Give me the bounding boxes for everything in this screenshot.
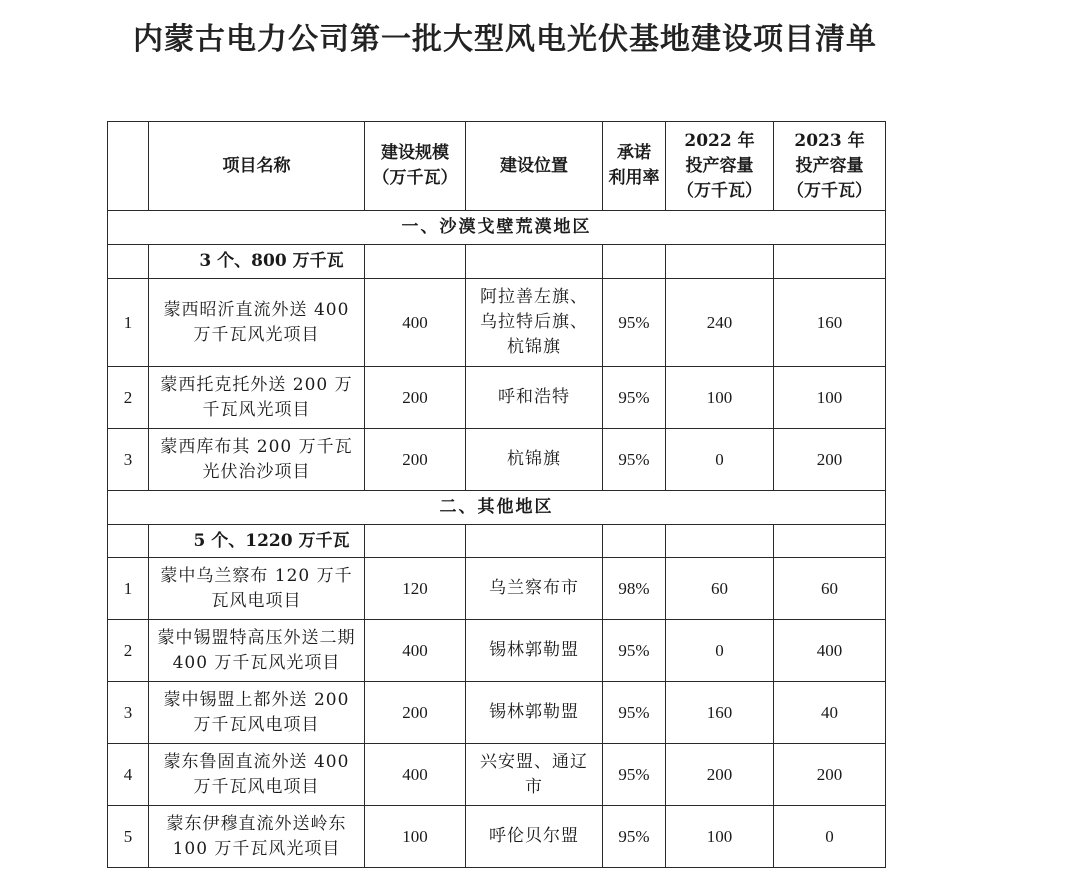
project-utilization: 95% bbox=[603, 744, 666, 806]
header-name: 项目名称 bbox=[149, 122, 365, 211]
table-row bbox=[108, 620, 886, 682]
table-row bbox=[108, 682, 886, 744]
capacity-2023: 160 bbox=[774, 279, 886, 367]
project-name: 蒙西托克托外送 200 万千瓦风光项目 bbox=[149, 367, 365, 429]
table-row bbox=[108, 367, 886, 429]
project-scale: 100 bbox=[365, 806, 466, 868]
header-location: 建设位置 bbox=[466, 122, 603, 211]
project-name: 蒙西昭沂直流外送 400 万千瓦风光项目 bbox=[149, 279, 365, 367]
group-row bbox=[108, 525, 886, 558]
row-number: 2 bbox=[108, 620, 149, 682]
row-number: 1 bbox=[108, 558, 149, 620]
project-utilization: 95% bbox=[603, 682, 666, 744]
section-row bbox=[108, 491, 886, 525]
project-scale: 200 bbox=[365, 682, 466, 744]
project-scale: 400 bbox=[365, 279, 466, 367]
header-scale bbox=[365, 122, 466, 211]
header-utilization bbox=[603, 122, 666, 211]
document-title: 内蒙古电力公司第一批大型风电光伏基地建设项目清单 bbox=[133, 22, 877, 57]
project-scale: 120 bbox=[365, 558, 466, 620]
header-index-cell bbox=[108, 122, 149, 211]
project-location: 锡林郭勒盟 bbox=[466, 620, 603, 682]
row-number: 1 bbox=[108, 279, 149, 367]
capacity-2023: 100 bbox=[774, 367, 886, 429]
project-utilization: 95% bbox=[603, 279, 666, 367]
project-utilization: 95% bbox=[603, 806, 666, 868]
capacity-2022: 100 bbox=[666, 367, 774, 429]
capacity-2023: 200 bbox=[774, 429, 886, 491]
capacity-2023: 60 bbox=[774, 558, 886, 620]
capacity-2022: 100 bbox=[666, 806, 774, 868]
group-name: 5 个、1220 万千瓦 bbox=[149, 525, 365, 558]
project-location: 呼和浩特 bbox=[466, 367, 603, 429]
project-name: 蒙东鲁固直流外送 400 万千瓦风电项目 bbox=[149, 744, 365, 806]
project-utilization: 95% bbox=[603, 429, 666, 491]
capacity-2023: 0 bbox=[774, 806, 886, 868]
capacity-2022: 0 bbox=[666, 620, 774, 682]
project-name: 蒙西库布其 200 万千瓦光伏治沙项目 bbox=[149, 429, 365, 491]
header-scale-line2: （万千瓦） bbox=[372, 168, 458, 188]
capacity-2022: 240 bbox=[666, 279, 774, 367]
project-location: 杭锦旗 bbox=[466, 429, 603, 491]
header-util-line2: 利用率 bbox=[608, 168, 660, 188]
section-row bbox=[108, 211, 886, 245]
project-utilization: 98% bbox=[603, 558, 666, 620]
header-2023-line1: 2023 年 bbox=[794, 130, 865, 151]
project-name: 蒙东伊穆直流外送岭东 100 万千瓦风光项目 bbox=[149, 806, 365, 868]
project-name: 蒙中锡盟上都外送 200 万千瓦风电项目 bbox=[149, 682, 365, 744]
section-title: 一、沙漠戈壁荒漠地区 bbox=[108, 211, 886, 245]
header-2023-line2: 投产容量 bbox=[795, 155, 864, 176]
project-location: 兴安盟、通辽市 bbox=[466, 744, 603, 806]
row-number: 4 bbox=[108, 744, 149, 806]
header-row bbox=[108, 122, 886, 211]
header-2023-line3: （万千瓦） bbox=[787, 180, 872, 201]
project-scale: 200 bbox=[365, 429, 466, 491]
project-location: 阿拉善左旗、乌拉特后旗、杭锦旗 bbox=[466, 279, 603, 367]
row-number: 3 bbox=[108, 429, 149, 491]
project-scale: 200 bbox=[365, 367, 466, 429]
project-name: 蒙中锡盟特高压外送二期 400 万千瓦风光项目 bbox=[149, 620, 365, 682]
section-title: 二、其他地区 bbox=[108, 491, 886, 525]
project-utilization: 95% bbox=[603, 367, 666, 429]
row-number: 5 bbox=[108, 806, 149, 868]
table-row bbox=[108, 558, 886, 620]
project-location: 呼伦贝尔盟 bbox=[466, 806, 603, 868]
header-2022 bbox=[666, 122, 774, 211]
project-location: 锡林郭勒盟 bbox=[466, 682, 603, 744]
header-util-line1: 承诺 bbox=[617, 143, 651, 163]
row-number: 2 bbox=[108, 367, 149, 429]
project-scale: 400 bbox=[365, 620, 466, 682]
header-2022-line1: 2022 年 bbox=[684, 130, 755, 151]
group-index-cell bbox=[108, 525, 149, 558]
header-scale-line1: 建设规模 bbox=[381, 143, 449, 163]
table-row bbox=[108, 429, 886, 491]
row-number: 3 bbox=[108, 682, 149, 744]
table-row bbox=[108, 806, 886, 868]
table-row bbox=[108, 744, 886, 806]
group-name: 3 个、800 万千瓦 bbox=[149, 245, 365, 279]
capacity-2022: 160 bbox=[666, 682, 774, 744]
capacity-2023: 400 bbox=[774, 620, 886, 682]
capacity-2023: 40 bbox=[774, 682, 886, 744]
header-2023 bbox=[774, 122, 886, 211]
project-scale: 400 bbox=[365, 744, 466, 806]
capacity-2022: 0 bbox=[666, 429, 774, 491]
project-table bbox=[107, 121, 886, 868]
group-index-cell bbox=[108, 245, 149, 279]
capacity-2023: 200 bbox=[774, 744, 886, 806]
group-row bbox=[108, 245, 886, 279]
capacity-2022: 200 bbox=[666, 744, 774, 806]
project-location: 乌兰察布市 bbox=[466, 558, 603, 620]
table-row bbox=[108, 279, 886, 367]
project-utilization: 95% bbox=[603, 620, 666, 682]
header-2022-line2: 投产容量 bbox=[685, 155, 754, 176]
capacity-2022: 60 bbox=[666, 558, 774, 620]
project-name: 蒙中乌兰察布 120 万千瓦风电项目 bbox=[149, 558, 365, 620]
header-2022-line3: （万千瓦） bbox=[677, 180, 762, 201]
